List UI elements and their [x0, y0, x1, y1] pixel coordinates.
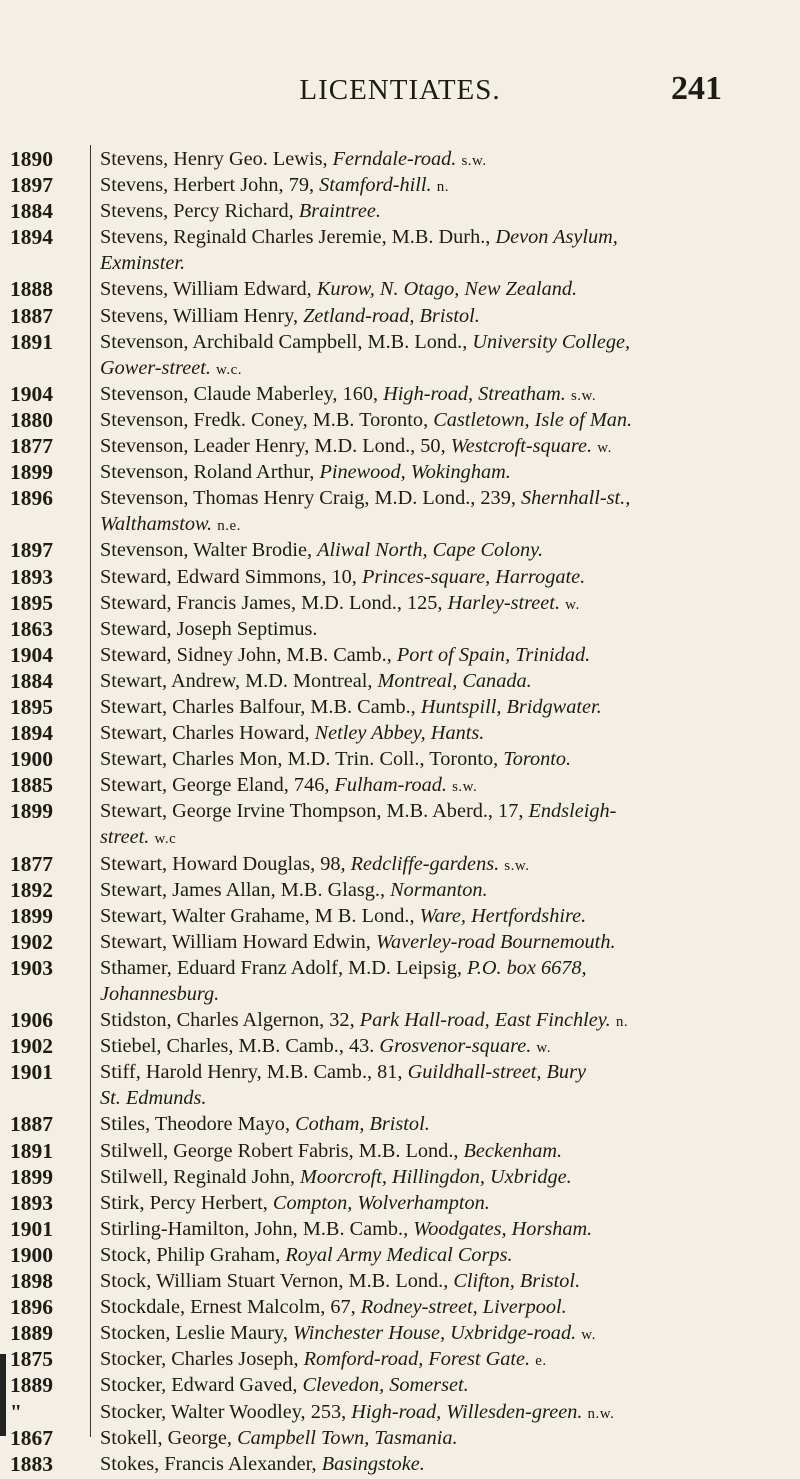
entry-year: 1867 — [10, 1425, 53, 1450]
entry-name: Stock, Philip Graham, — [100, 1243, 281, 1266]
entry-year: 1897 — [10, 538, 53, 563]
entry-address: Princes-square, Harrogate. — [361, 565, 586, 588]
entry-address: Port of Spain, Trinidad. — [396, 643, 591, 666]
list-item — [0, 616, 800, 642]
list-item — [0, 276, 800, 302]
entry-text — [100, 694, 602, 722]
entry-year: 1894 — [10, 721, 53, 746]
entry-text — [100, 1372, 469, 1400]
entry-text — [100, 616, 317, 644]
entry-address: Pinewood, Wokingham. — [319, 461, 511, 484]
entry-name: Stiebel, Charles, M.B. Camb., 43. — [100, 1035, 375, 1058]
entry-text — [100, 955, 587, 983]
entry-address: Gower-street. — [100, 356, 211, 379]
entry-name: Stiff, Harold Henry, M.B. Camb., 81, — [100, 1061, 403, 1084]
entry-address: Clifton, Bristol. — [453, 1270, 581, 1293]
list-item — [0, 1216, 800, 1242]
entry-address: P.O. box 6678, — [467, 956, 587, 979]
entry-address: Clevedon, Somerset. — [302, 1374, 469, 1397]
entry-address: Aliwal North, Cape Colony. — [317, 539, 544, 562]
entry-text — [100, 1294, 567, 1322]
list-item — [0, 1059, 800, 1085]
list-item — [0, 485, 800, 511]
entry-address: Beckenham. — [463, 1139, 563, 1162]
entry-name: Steward, Joseph Septimus. — [100, 617, 318, 640]
entry-year: 1899 — [10, 799, 53, 824]
entry-year: 1896 — [10, 486, 53, 511]
entry-text — [100, 146, 487, 174]
entry-year: 1906 — [10, 1008, 53, 1033]
entry-name: Stokes, Francis Alexander, — [100, 1452, 317, 1475]
entry-address: Grosvenor-square. — [379, 1035, 532, 1058]
running-title: LICENTIATES. — [299, 74, 501, 106]
entry-year: 1904 — [10, 642, 53, 667]
entry-address: Ferndale-road. — [332, 148, 457, 170]
list-item — [0, 1451, 800, 1477]
entry-text — [100, 746, 571, 774]
entry-address: Fulham-road. — [334, 774, 447, 797]
list-item — [0, 694, 800, 720]
entry-text — [100, 276, 577, 304]
entry-text — [100, 720, 484, 748]
entry-year: 1884 — [10, 668, 53, 693]
list-item — [0, 537, 800, 563]
entry-name: Stewart, Charles Balfour, M.B. Camb., — [100, 695, 416, 718]
list-item — [0, 590, 800, 616]
entry-text — [100, 798, 616, 826]
entry-text — [100, 198, 381, 226]
list-item — [0, 981, 800, 1007]
list-item — [0, 511, 800, 537]
entry-text — [100, 172, 449, 200]
entry-name: Stevens, Percy Richard, — [100, 200, 294, 223]
entry-name: Stidston, Charles Algernon, 32, — [100, 1009, 355, 1032]
entry-name: Stiles, Theodore Mayo, — [100, 1113, 291, 1136]
entry-text — [100, 1190, 490, 1218]
entry-year: 1891 — [10, 329, 53, 354]
entry-text — [100, 981, 219, 1009]
entry-text — [100, 668, 532, 696]
entry-address: Castletown, Isle of Man. — [433, 408, 633, 431]
entry-text — [100, 1085, 206, 1113]
list-item — [0, 1242, 800, 1268]
entry-address: Campbell Town, Tasmania. — [237, 1426, 458, 1449]
entry-name: Stocker, Charles Joseph, — [100, 1348, 299, 1371]
entry-address: Redcliffe-gardens. — [350, 852, 500, 875]
entry-text — [100, 1320, 596, 1348]
list-item — [0, 224, 800, 250]
entry-address: Montreal, Canada. — [377, 669, 532, 692]
list-item — [0, 798, 800, 824]
licentiate-list — [0, 146, 800, 1477]
entry-name: Stewart, Howard Douglas, 98, — [100, 852, 346, 875]
list-item — [0, 1268, 800, 1294]
entry-name: Stevenson, Walter Brodie, — [100, 539, 313, 562]
entry-text — [100, 433, 612, 461]
entry-year: " — [10, 1399, 22, 1424]
list-item — [0, 929, 800, 955]
entry-address: Romford-road, Forest Gate. — [303, 1348, 531, 1371]
entry-address: Rodney-street, Liverpool. — [360, 1296, 567, 1319]
list-item — [0, 146, 800, 172]
entry-name: Stevenson, Roland Arthur, — [100, 461, 315, 484]
entry-text — [100, 303, 480, 331]
entry-postal-district: e. — [535, 1353, 547, 1370]
entry-name: Steward, Francis James, M.D. Lond., 125, — [100, 591, 443, 614]
entry-text — [100, 851, 529, 879]
list-item — [0, 459, 800, 485]
entry-year: 1884 — [10, 199, 53, 224]
entry-year: 1899 — [10, 903, 53, 928]
list-item — [0, 746, 800, 772]
entry-text — [100, 1242, 513, 1270]
entry-address: High-road, Willesden-green. — [351, 1400, 583, 1423]
entry-name: Steward, Sidney John, M.B. Camb., — [100, 643, 392, 666]
list-item — [0, 1399, 800, 1425]
entry-address: Harley-street. — [447, 591, 561, 614]
entry-year: 1875 — [10, 1347, 53, 1372]
entry-address: Braintree. — [298, 200, 381, 223]
entry-address: Compton, Wolverhampton. — [272, 1191, 490, 1214]
list-item — [0, 381, 800, 407]
entry-year: 1887 — [10, 1112, 53, 1137]
entry-name: Stewart, Andrew, M.D. Montreal, — [100, 669, 373, 692]
entry-address: Exminster. — [100, 252, 186, 275]
entry-text — [100, 407, 632, 435]
list-item — [0, 1085, 800, 1111]
entry-name: Stokell, George, — [100, 1426, 232, 1449]
entry-year: 1891 — [10, 1138, 53, 1163]
list-item — [0, 824, 800, 850]
entry-address: Zetland-road, Bristol. — [303, 304, 480, 327]
list-item — [0, 1294, 800, 1320]
entry-text — [100, 1216, 592, 1244]
entry-text — [100, 1033, 551, 1061]
entry-text — [100, 381, 596, 409]
page-number: 241 — [671, 70, 722, 107]
entry-text — [100, 772, 477, 800]
entry-text — [100, 564, 585, 592]
entry-year: 1895 — [10, 694, 53, 719]
entry-year: 1899 — [10, 460, 53, 485]
entry-name: Stocker, Edward Gaved, — [100, 1374, 298, 1397]
entry-year: 1889 — [10, 1321, 53, 1346]
entry-postal-district: n. — [615, 1014, 629, 1031]
entry-text — [100, 1451, 425, 1479]
entry-address: Toronto. — [503, 748, 572, 771]
entry-text — [100, 903, 586, 931]
entry-postal-district: w.c — [154, 831, 177, 848]
entry-name: Sthamer, Eduard Franz Adolf, M.D. Leipsig, — [100, 956, 462, 979]
entry-address: Guildhall-street, Bury — [407, 1061, 586, 1084]
entry-address: Stamford-hill. — [319, 174, 432, 197]
entry-name: Stocken, Leslie Maury, — [100, 1322, 288, 1345]
entry-postal-district: w.c. — [216, 361, 243, 378]
entry-year: 1887 — [10, 303, 53, 328]
entry-year: 1890 — [10, 147, 53, 171]
entry-text — [100, 642, 590, 670]
entry-name: Stevens, Henry Geo. Lewis, — [100, 148, 328, 170]
entry-postal-district: n.w. — [587, 1405, 615, 1422]
list-item — [0, 668, 800, 694]
entry-name: Stirk, Percy Herbert, — [100, 1191, 268, 1214]
entry-address: Shernhall-st., — [521, 487, 631, 510]
entry-name: Stevens, Reginald Charles Jeremie, M.B. Durh., — [100, 226, 491, 249]
entry-postal-district: s.w. — [452, 779, 478, 796]
entry-year: 1896 — [10, 1295, 53, 1320]
entry-year: 1885 — [10, 773, 53, 798]
entry-name: Stewart, George Irvine Thompson, M.B. Aberd., 17, — [100, 800, 524, 823]
list-item — [0, 1372, 800, 1398]
list-item — [0, 1425, 800, 1451]
entry-year: 1893 — [10, 1190, 53, 1215]
entry-year: 1899 — [10, 1164, 53, 1189]
entry-name: Stevenson, Thomas Henry Craig, M.D. Lond., 239, — [100, 487, 516, 510]
entry-name: Stevenson, Claude Maberley, 160, — [100, 382, 379, 405]
entry-name: Stock, William Stuart Vernon, M.B. Lond., — [100, 1270, 449, 1293]
entry-text — [100, 824, 176, 852]
entry-year: 1883 — [10, 1451, 53, 1476]
entry-postal-district: w. — [597, 440, 612, 457]
entry-postal-district: s.w. — [570, 387, 597, 404]
entry-text — [100, 1111, 430, 1139]
list-item — [0, 1346, 800, 1372]
entry-year: 1898 — [10, 1269, 53, 1294]
entry-text — [100, 250, 185, 278]
entry-text — [100, 1007, 628, 1035]
list-item — [0, 250, 800, 276]
entry-address: Royal Army Medical Corps. — [285, 1243, 513, 1266]
entry-address: High-road, Streatham. — [383, 382, 566, 405]
entry-name: Stewart, William Howard Edwin, — [100, 930, 371, 953]
entry-address: Normanton. — [390, 878, 488, 901]
entry-address: Park Hall-road, East Finchley. — [359, 1009, 611, 1032]
entry-address: street. — [100, 826, 150, 849]
entry-name: Stewart, George Eland, 746, — [100, 774, 330, 797]
list-item — [0, 642, 800, 668]
entry-address: Walthamstow. — [100, 513, 213, 536]
entry-address: Netley Abbey, Hants. — [314, 722, 485, 745]
entry-name: Stevenson, Archibald Campbell, M.B. Lond., — [100, 330, 468, 353]
list-item — [0, 1320, 800, 1346]
entry-year: 1900 — [10, 747, 53, 772]
entry-text — [100, 537, 543, 565]
entry-name: Steward, Edward Simmons, 10, — [100, 565, 357, 588]
entry-address: Endsleigh- — [528, 800, 617, 823]
entry-name: Stevens, Herbert John, 79, — [100, 174, 315, 197]
entry-year: 1904 — [10, 381, 53, 406]
list-item — [0, 407, 800, 433]
page-header — [0, 62, 800, 106]
entry-text — [100, 1138, 562, 1166]
list-item — [0, 433, 800, 459]
entry-postal-district: w. — [536, 1040, 551, 1057]
entry-address: Devon Asylum, — [495, 226, 618, 249]
entry-year: 1877 — [10, 434, 53, 459]
entry-name: Stewart, Charles Mon, M.D. Trin. Coll., Toronto, — [100, 748, 499, 771]
list-item — [0, 329, 800, 355]
entry-text — [100, 1425, 458, 1453]
entry-text — [100, 459, 511, 487]
list-item — [0, 564, 800, 590]
entry-year: 1863 — [10, 616, 53, 641]
entry-postal-district: n. — [436, 179, 449, 196]
entry-postal-district: n.e. — [217, 518, 241, 535]
entry-address: Westcroft-square. — [450, 435, 593, 458]
entry-address: Huntspill, Bridgwater. — [420, 695, 602, 718]
entry-name: Stewart, James Allan, M.B. Glasg., — [100, 878, 386, 901]
entry-address: Johannesburg. — [100, 983, 220, 1005]
entry-name: Stocker, Walter Woodley, 253, — [100, 1400, 347, 1423]
entry-address: Winchester House, Uxbridge-road. — [293, 1322, 577, 1345]
entry-postal-district: s.w. — [504, 857, 530, 874]
list-item — [0, 303, 800, 329]
entry-name: Stilwell, George Robert Fabris, M.B. Lond., — [100, 1139, 459, 1162]
entry-text — [100, 485, 630, 513]
list-item — [0, 720, 800, 746]
entry-name: Stewart, Charles Howard, — [100, 722, 310, 745]
list-item — [0, 1138, 800, 1164]
entry-text — [100, 224, 618, 252]
entry-text — [100, 355, 242, 383]
entry-year: 1892 — [10, 877, 53, 902]
list-item — [0, 1007, 800, 1033]
entry-text — [100, 329, 630, 357]
entry-text — [100, 511, 241, 539]
entry-address: Kurow, N. Otago, New Zealand. — [316, 278, 578, 301]
entry-name: Stirling-Hamilton, John, M.B. Camb., — [100, 1217, 409, 1240]
list-item — [0, 1164, 800, 1190]
entry-year: 1903 — [10, 955, 53, 980]
entry-year: 1902 — [10, 929, 53, 954]
entry-postal-district: s.w. — [461, 153, 487, 169]
entry-text — [100, 1164, 572, 1192]
entry-text — [100, 877, 488, 905]
list-item — [0, 877, 800, 903]
list-item — [0, 355, 800, 381]
entry-text — [100, 1268, 580, 1296]
entry-text — [100, 590, 580, 618]
list-item — [0, 903, 800, 929]
entry-year: 1902 — [10, 1034, 53, 1059]
entry-address: Waverley-road Bournemouth. — [375, 930, 616, 953]
entry-text — [100, 1346, 547, 1374]
entry-year: 1893 — [10, 564, 53, 589]
entry-text — [100, 929, 616, 957]
list-item — [0, 1033, 800, 1059]
entry-name: Stockdale, Ernest Malcolm, 67, — [100, 1296, 356, 1319]
entry-year: 1901 — [10, 1216, 53, 1241]
entry-address: St. Edmunds. — [100, 1087, 207, 1110]
entry-address: Cotham, Bristol. — [295, 1113, 430, 1136]
entry-name: Stevens, William Edward, — [100, 278, 312, 301]
entry-postal-district: w. — [581, 1327, 596, 1344]
entry-address: Basingstoke. — [321, 1452, 425, 1475]
entry-address: University College, — [472, 330, 631, 353]
entry-address: Ware, Hertfordshire. — [419, 904, 587, 927]
list-item — [0, 772, 800, 798]
list-item — [0, 1111, 800, 1137]
entry-name: Stevenson, Leader Henry, M.D. Lond., 50, — [100, 435, 446, 458]
entry-year: 1901 — [10, 1060, 53, 1085]
entry-address: Woodgates, Horsham. — [413, 1217, 593, 1240]
entry-name: Stevens, William Henry, — [100, 304, 299, 327]
entry-address: Moorcroft, Hillingdon, Uxbridge. — [300, 1165, 572, 1188]
entry-year: 1880 — [10, 407, 53, 432]
entry-name: Stilwell, Reginald John, — [100, 1165, 295, 1188]
entry-year: 1897 — [10, 173, 53, 198]
entry-year: 1895 — [10, 590, 53, 615]
list-item — [0, 172, 800, 198]
entry-name: Stewart, Walter Grahame, M B. Lond., — [100, 904, 415, 927]
entry-year: 1877 — [10, 851, 53, 876]
entry-name: Stevenson, Fredk. Coney, M.B. Toronto, — [100, 408, 429, 431]
list-item — [0, 1190, 800, 1216]
entry-postal-district: w. — [565, 596, 580, 613]
list-item — [0, 198, 800, 224]
entry-year: 1894 — [10, 225, 53, 250]
list-item — [0, 851, 800, 877]
entry-year: 1888 — [10, 277, 53, 302]
entry-text — [100, 1059, 586, 1087]
entry-year: 1900 — [10, 1242, 53, 1267]
entry-year: 1889 — [10, 1373, 53, 1398]
list-item — [0, 955, 800, 981]
entry-text — [100, 1399, 614, 1427]
